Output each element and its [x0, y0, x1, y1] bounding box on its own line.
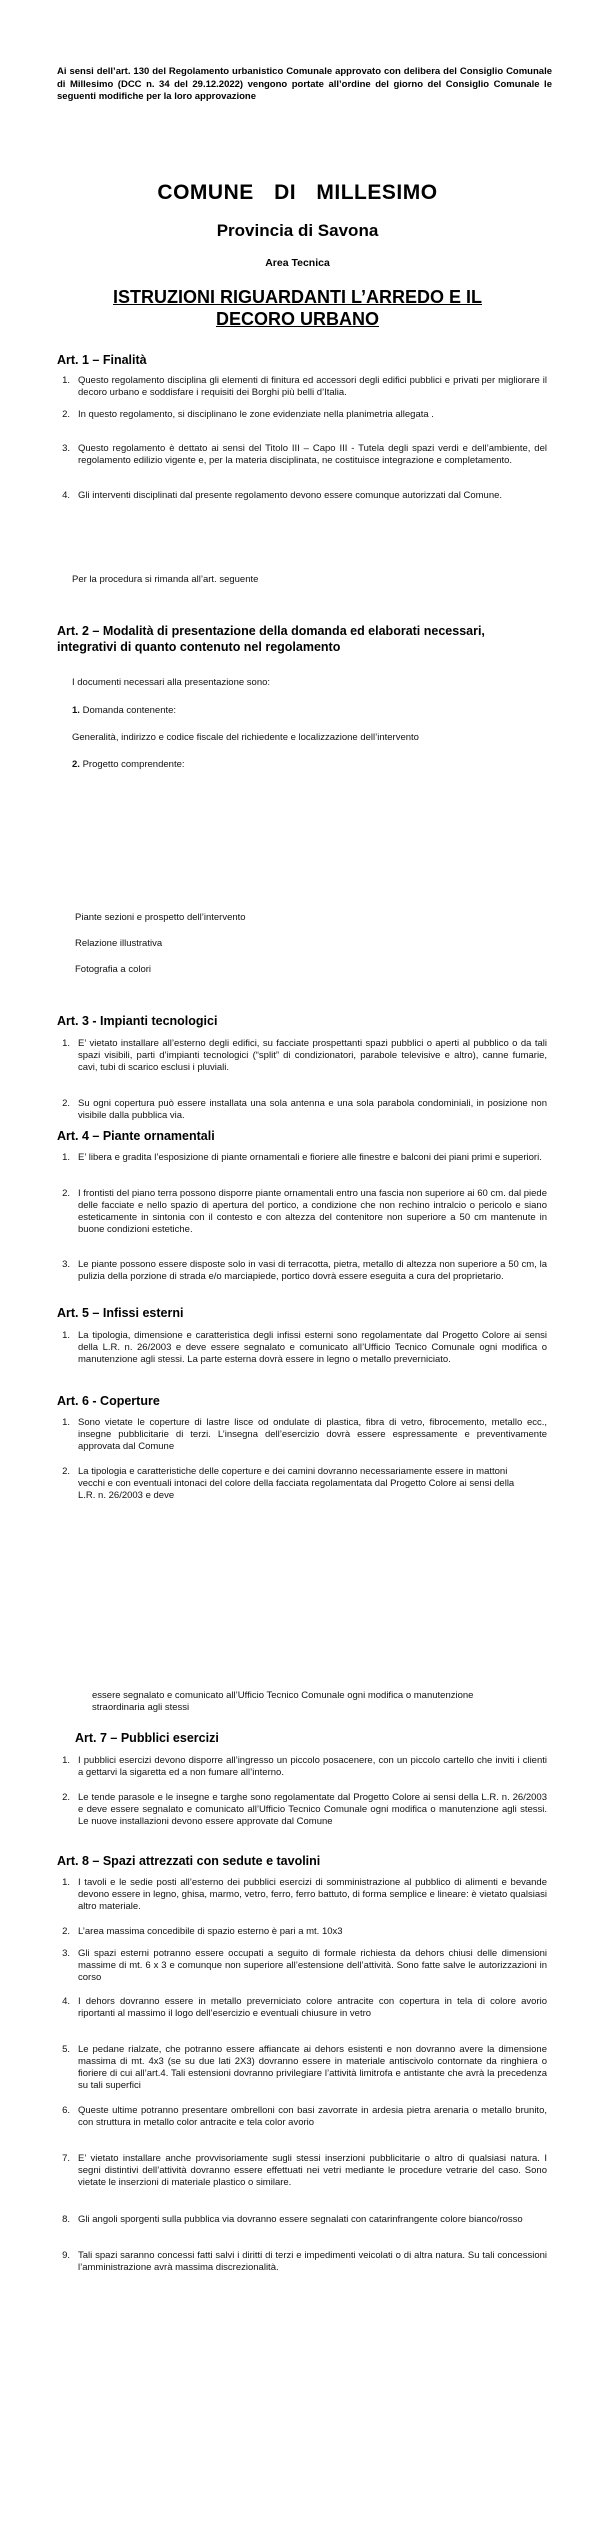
art2-point1: 1. Domanda contenente:: [72, 705, 177, 716]
art3-list: [57, 1038, 547, 1122]
list-item: 2. I frontisti del piano terra possono disporre piante ornamentali entro una fascia non superiore ai 60 cm. dal piede delle facciate e nello spazio di apertura del portico, a condizione che non rechino intralcio o pericolo e siano esteticamente in sintonia con il contesto e con altezza del contenitore non superiore a 50 cm mantenute in buone condizioni estetiche.: [62, 1188, 547, 1235]
area-title: Area Tecnica: [265, 257, 330, 269]
art6-list: [57, 1417, 547, 1502]
art1-list: [57, 375, 547, 502]
list-item: 2. L’area massima concedibile di spazio esterno è pari a mt. 10x3: [62, 1926, 343, 1937]
art6-continuation: essere segnalato e comunicato all’Ufficio Tecnico Comunale ogni modifica o manutenzione straordinaria agli stessi: [92, 1690, 474, 1713]
list-item: 7. E’ vietato installare anche provvisoriamente sugli stessi inserzioni pubblicitarie o altro di qualsiasi natura. I segni distintivi dell’attività dovranno essere effettuati nei vetri mediante le procedure vetrarie del caso. Sono vietate le inserzioni di materiale plastico o similare.: [62, 2153, 547, 2188]
list-item: 8. Gli angoli sporgenti sulla pubblica via dovranno essere segnalati con catarinfrangente colore bianco/rosso: [62, 2214, 523, 2225]
art2-heading: Art. 2 – Modalità di presentazione della domanda ed elaborati necessari, integrativi di quanto contenuto nel regolamento: [57, 624, 485, 654]
list-item: 4. I dehors dovranno essere in metallo preverniciato colore antracite con copertura in tela di colore avorio riportanti al massimo il logo dell’esercizio e eventuali chiusure in vetro: [62, 1996, 547, 2019]
art2-doc-fotografia: Fotografia a colori: [75, 964, 152, 975]
list-item: 4. Gli interventi disciplinati dal presente regolamento devono essere comunque autorizzati dal Comune.: [62, 490, 503, 501]
art7-heading: Art. 7 – Pubblici esercizi: [75, 1731, 219, 1745]
art7-list: [57, 1755, 547, 1828]
list-item: 2. Su ogni copertura può essere installata una sola antenna e una sola parabola condominiali, in posizione non visibile dalla pubblica via.: [62, 1098, 547, 1121]
art4-list: [57, 1152, 547, 1283]
list-item: 1. Sono vietate le coperture di lastre lisce od ondulate di plastica, fibra di vetro, fibrocemento, metallo ecc., insegne pubblicitarie di terzi. L’insegna dell’esercizio dovrà essere espressamente e preventivamente approvata dal Comune: [62, 1417, 547, 1452]
list-item: 6. Queste ultime potranno presentare ombrelloni con basi zavorrate in ardesia pietra arenaria o metallo brunito, con struttura in metallo color antracite e tela color avorio: [62, 2105, 547, 2128]
art1-heading: Art. 1 – Finalità: [57, 353, 147, 367]
list-item: 2. In questo regolamento, si disciplinano le zone evidenziate nella planimetria allegata .: [62, 409, 434, 420]
list-item: 1. Questo regolamento disciplina gli elementi di finitura ed accessori degli edifici pubblici e privati per migliorare il decoro urbano e soddisfare i requisiti dei Borghi più belli d’Italia.: [62, 375, 547, 398]
art2-doc-piante: Piante sezioni e prospetto dell’intervento: [75, 912, 246, 923]
list-item: 3. Le piante possono essere disposte solo in vasi di terracotta, pietra, metallo di altezza non superiore a 50 cm, la pulizia della porzione di strada e/o marciapiede, portico dovrà essere eseguita a cura del proprietario.: [62, 1259, 547, 1282]
art8-heading: Art. 8 – Spazi attrezzati con sedute e tavolini: [57, 1854, 321, 1868]
comune-title: COMUNE DI MILLESIMO: [157, 181, 438, 204]
list-item: 1. I pubblici esercizi devono disporre all’ingresso un piccolo posacenere, con un piccolo cartello che inviti i clienti a gettarvi la sigaretta ed a non fumare all’interno.: [62, 1755, 547, 1778]
art4-heading: Art. 4 – Piante ornamentali: [57, 1129, 215, 1143]
list-item: 1. E’ libera e gradita l’esposizione di piante ornamentali e fioriere alle finestre e balconi dei piani primi e superiori.: [62, 1152, 542, 1163]
provincia-title: Provincia di Savona: [216, 221, 379, 240]
list-item: 3. Gli spazi esterni potranno essere occupati a seguito di formale richiesta da dehors chiusi delle dimensioni massime di mt. 6 x 3 e comunque non superiore all’estensione dell’attività. Sono fatte salve le autorizzazioni in corso: [62, 1948, 547, 1983]
art6-heading: Art. 6 - Coperture: [57, 1394, 160, 1408]
art5-heading: Art. 5 – Infissi esterni: [57, 1306, 184, 1320]
list-item: 3. Questo regolamento è dettato ai sensi del Titolo III – Capo III - Tutela degli spazi verdi e dell’ambiente, del regolamento edilizio vigente e, per la materia disciplinata, ne costituisce integrazione e completamento.: [62, 443, 547, 466]
list-item: 2. Le tende parasole e le insegne e targhe sono regolamentate dal Progetto Colore ai sensi della L.R. n. 26/2003 e deve essere segnalato e comunicato all’Ufficio Tecnico Comunale ogni modifica o manutenzione agli stessi. Le nuove installazioni devono essere approvate dal Comune: [62, 1792, 547, 1827]
art2-point2: 2. Progetto comprendente:: [72, 759, 185, 770]
art5-list: [57, 1330, 547, 1366]
art2-point1-desc: Generalità, indirizzo e codice fiscale del richiedente e localizzazione dell’intervento: [72, 732, 419, 743]
art2-intro: I documenti necessari alla presentazione sono:: [72, 677, 271, 688]
list-item: 1. La tipologia, dimensione e caratteristica degli infissi esterni sono regolamentate dal Progetto Colore ai sensi della L.R. n. 26/2003 e deve essere segnalato e comunicato all’Ufficio Tecnico Comunale ogni modifica o manutenzione agli stessi. La parte esterna dovrà essere in legno o metallo preverniciato.: [62, 1330, 547, 1365]
art3-heading: Art. 3 - Impianti tecnologici: [57, 1014, 218, 1028]
art8-list: [57, 1877, 547, 2274]
list-item: 9. Tali spazi saranno concessi fatti salvi i diritti di terzi e impedimenti veicolati o di altra natura. Su tali concessioni l’amministrazione avrà massima discrezionalità.: [62, 2250, 547, 2273]
list-item: 1. E’ vietato installare all’esterno degli edifici, su facciate prospettanti spazi pubblici o aperti al pubblico o da tali spazi visibili, parti d’impianti tecnologici (“split” di condizionatori, parabole televisive e altro), canne fumarie, cavi, tubi di scarico esclusi i pluviali.: [62, 1038, 547, 1073]
list-item: 5. Le pedane rialzate, che potranno essere affiancate ai dehors esistenti e non dovranno avere la dimensione massima di mt. 4x3 (se su due lati 2X3) dovranno essere in materiale antiscivolo contornate da ringhiera o fioriere di cui all’art.4. Tali estensioni dovranno privilegiare l’attività limitrofa e antistante che avrà la precedenza su tali superfici: [62, 2044, 547, 2091]
art2-doc-relazione: Relazione illustrativa: [75, 938, 163, 949]
document-title: ISTRUZIONI RIGUARDANTI L’ARREDO E IL DECORO URBANO: [113, 287, 482, 329]
intro-paragraph: Ai sensi dell’art. 130 del Regolamento urbanistico Comunale approvato con delibera del Consiglio Comunale di Millesimo (DCC n. 34 del 29.12.2022) vengono portate all’ordine del giorno del Consiglio Comunale le seguenti modifiche per la loro approvazione: [57, 66, 552, 102]
list-item: 2. La tipologia e caratteristiche delle coperture e dei camini dovranno necessariamente essere in mattoni vecchi e con eventuali intonaci del colore della facciata regolamentata dal Progetto Colore ai sensi della L.R. n. 26/2003 e deve: [62, 1466, 515, 1501]
list-item: 1. I tavoli e le sedie posti all’esterno dei pubblici esercizi di somministrazione al pubblico di alimenti e bevande devono essere in legno, ghisa, marmo, vetro, ferro, ferro battuto, di forma semplice e lineare: è vietato qualsiasi altro materiale.: [62, 1877, 547, 1912]
art1-note: Per la procedura si rimanda all’art. seguente: [72, 574, 259, 585]
